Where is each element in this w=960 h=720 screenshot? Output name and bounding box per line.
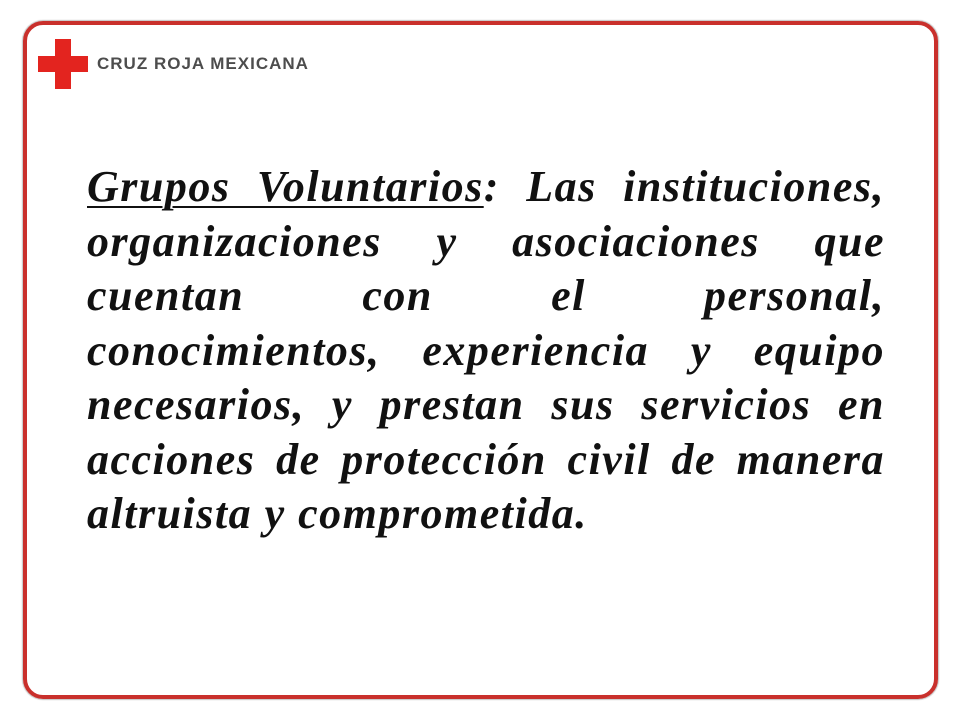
paragraph-line-2: organizaciones y asociaciones que (87, 216, 885, 266)
red-cross-icon-graphic (38, 39, 88, 89)
paragraph-line-3: cuentan con el personal, (87, 271, 885, 320)
paragraph-line-1-rest: : Las instituciones, (483, 162, 885, 211)
paragraph-line-5: necesarios, y prestan sus servicios en (87, 380, 885, 429)
definition-paragraph (87, 160, 885, 542)
red-cross-icon (38, 39, 88, 89)
paragraph-line-4: conocimientos, experiencia y equipo (87, 325, 885, 375)
paragraph-line-6: acciones de protección civil de manera (87, 434, 885, 484)
organization-name: CRUZ ROJA MEXICANA (97, 54, 309, 73)
paragraph-line-1 (87, 160, 885, 215)
defined-term: Grupos Voluntarios (87, 162, 484, 211)
paragraph-line-7: altruista y comprometida. (87, 489, 588, 538)
